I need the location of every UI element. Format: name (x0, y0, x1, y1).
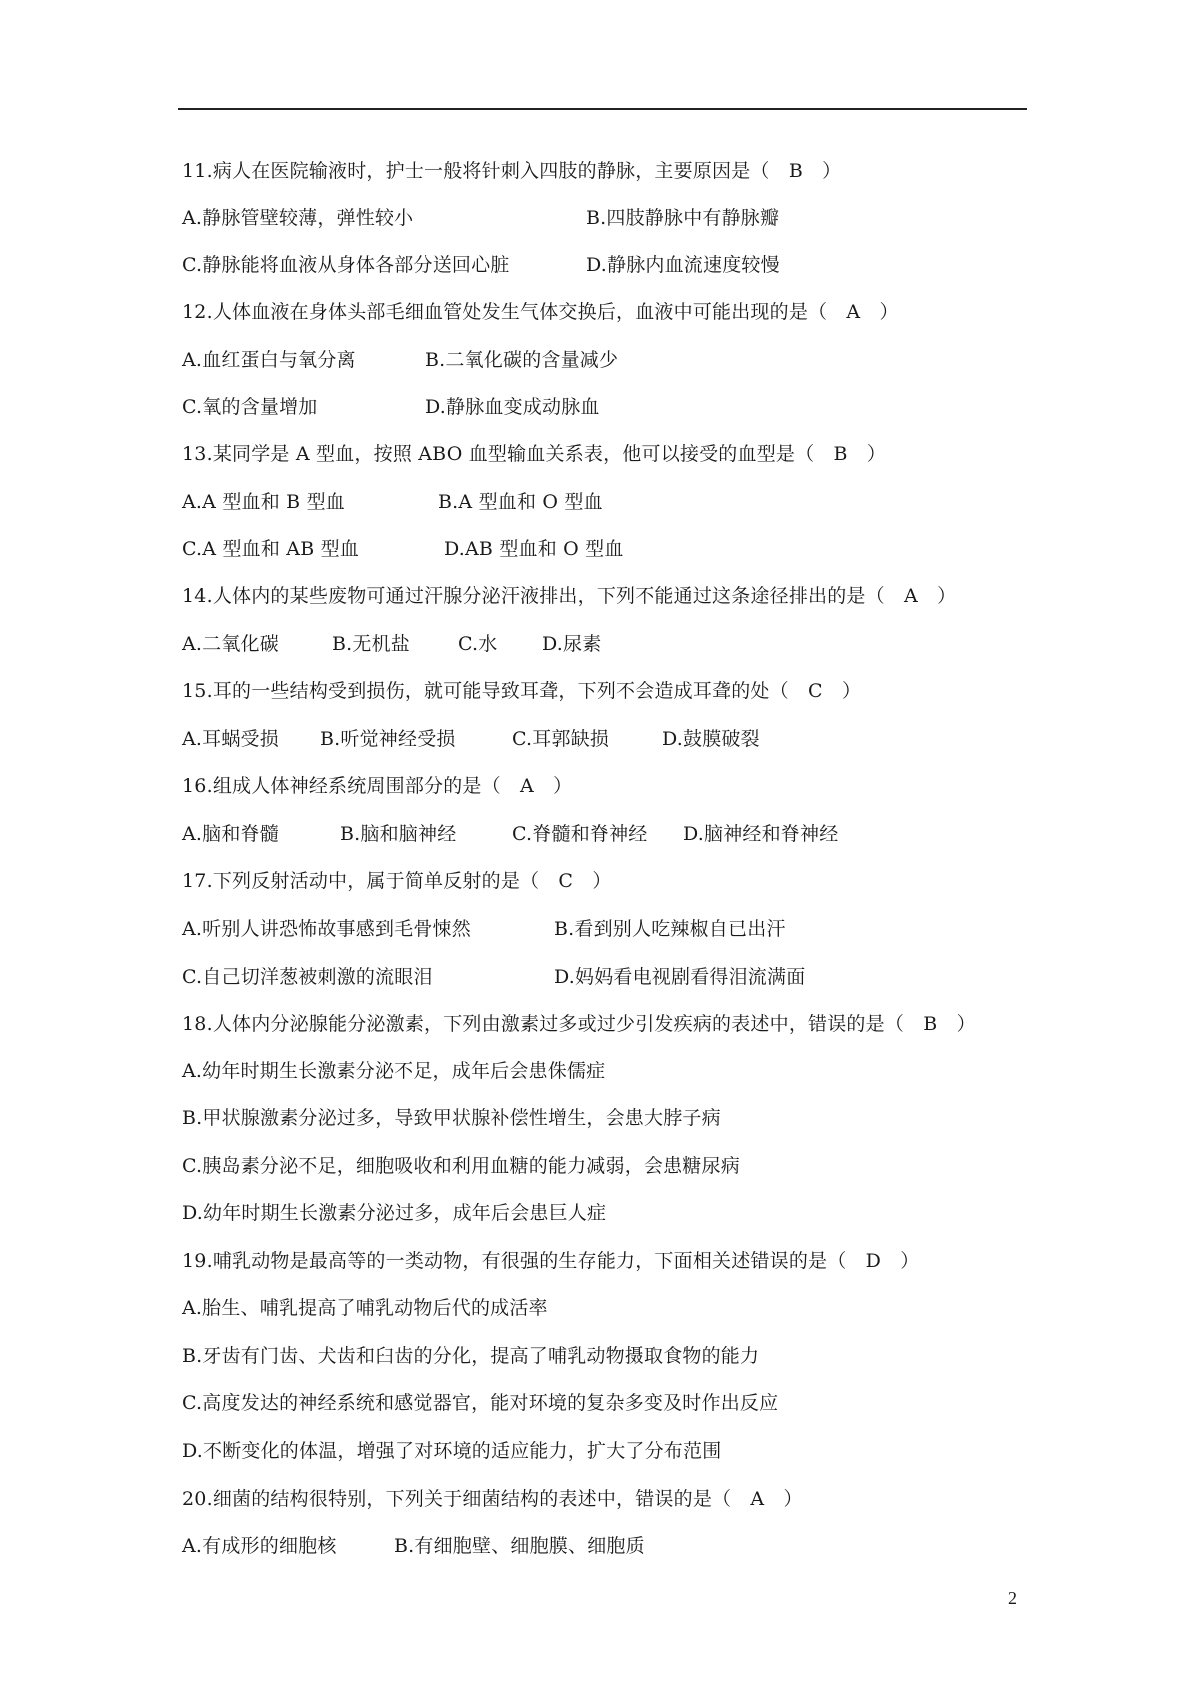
option-b: B.看到别人吃辣椒自已出汗 (554, 918, 786, 940)
question-20-stem: 20.细菌的结构很特别，下列关于细菌结构的表述中，错误的是（ A ） (182, 1488, 803, 1510)
option-c: C.A 型血和 AB 型血 (182, 538, 360, 560)
option-c: C.脊髓和脊神经 (512, 823, 648, 845)
option-a: A.二氧化碳 (182, 633, 279, 655)
option-c: C.自己切洋葱被刺激的流眼泪 (182, 966, 433, 988)
option-b: B.无机盐 (332, 633, 411, 655)
question-18-stem: 18.人体内分泌腺能分泌激素，下列由激素过多或过少引发疾病的表述中，错误的是（ B ） (182, 1013, 976, 1035)
option-b: B.二氧化碳的含量减少 (425, 349, 619, 371)
question-16-stem: 16.组成人体神经系统周围部分的是（ A ） (182, 775, 573, 797)
question-12-stem: 12.人体血液在身体头部毛细血管处发生气体交换后，血液中可能出现的是（ A ） (182, 301, 899, 323)
option-d: D.AB 型血和 O 型血 (444, 538, 624, 560)
option-a: A.耳蜗受损 (182, 728, 279, 750)
question-19-option-b: B.牙齿有门齿、犬齿和臼齿的分化，提高了哺乳动物摄取食物的能力 (182, 1345, 760, 1367)
question-19-stem: 19.哺乳动物是最高等的一类动物，有很强的生存能力，下面相关述错误的是（ D ） (182, 1250, 920, 1272)
option-b: B.有细胞壁、细胞膜、细胞质 (394, 1535, 645, 1557)
question-11-options-row-1 (182, 201, 780, 235)
option-a: A.静脉管壁较薄，弹性较小 (182, 207, 414, 229)
option-d: D.妈妈看电视剧看得泪流满面 (554, 966, 806, 988)
question-19-option-a: A.胎生、哺乳提高了哺乳动物后代的成活率 (182, 1297, 548, 1319)
question-18-option-a: A.幼年时期生长激素分泌不足，成年后会患侏儒症 (182, 1060, 606, 1082)
question-14-stem: 14.人体内的某些废物可通过汗腺分泌汗液排出，下列不能通过这条途径排出的是（ A ） (182, 585, 957, 607)
question-15-stem: 15.耳的一些结构受到损伤，就可能导致耳聋，下列不会造成耳聋的处（ C ） (182, 680, 862, 702)
option-a: A.脑和脊髓 (182, 823, 279, 845)
question-16-options (182, 817, 839, 851)
option-d: D.鼓膜破裂 (662, 728, 760, 750)
question-11-stem: 11.病人在医院输液时，护士一般将针刺入四肢的静脉，主要原因是（ B ） (182, 160, 842, 182)
question-19-option-d: D.不断变化的体温，增强了对环境的适应能力，扩大了分布范围 (182, 1440, 722, 1462)
question-13-stem: 13.某同学是 A 型血，按照 ABO 血型输血关系表，他可以接受的血型是（ B ） (182, 443, 887, 465)
option-d: D.静脉内血流速度较慢 (586, 254, 780, 276)
option-a: A.血红蛋白与氧分离 (182, 349, 356, 371)
option-c: C.水 (458, 633, 498, 655)
page-number: 2 (1008, 1588, 1017, 1608)
question-20-options (182, 1529, 645, 1563)
option-a: A.A 型血和 B 型血 (182, 491, 345, 513)
question-13-options-row-1 (182, 485, 603, 519)
option-c: C.静脉能将血液从身体各部分送回心脏 (182, 254, 510, 276)
question-13-options-row-2 (182, 532, 624, 566)
option-b: B.四肢静脉中有静脉瓣 (586, 207, 780, 229)
question-12-options-row-2 (182, 390, 600, 424)
question-18-option-c: C.胰岛素分泌不足，细胞吸收和利用血糖的能力减弱，会患糖尿病 (182, 1155, 740, 1177)
header-rule (178, 108, 1027, 110)
question-17-stem: 17.下列反射活动中，属于简单反射的是（ C ） (182, 870, 612, 892)
question-14-options (182, 627, 602, 661)
option-b: B.听觉神经受损 (320, 728, 456, 750)
question-11-options-row-2 (182, 248, 780, 282)
option-d: D.尿素 (542, 633, 602, 655)
option-a: A.听别人讲恐怖故事感到毛骨悚然 (182, 918, 471, 940)
option-a: A.有成形的细胞核 (182, 1535, 337, 1557)
question-17-options-row-1 (182, 912, 786, 946)
question-12-options-row-1 (182, 343, 619, 377)
option-c: C.耳郭缺损 (512, 728, 610, 750)
option-c: C.氧的含量增加 (182, 396, 318, 418)
question-18-option-b: B.甲状腺激素分泌过多，导致甲状腺补偿性增生，会患大脖子病 (182, 1107, 721, 1129)
question-17-options-row-2 (182, 960, 806, 994)
question-15-options (182, 722, 760, 756)
option-b: B.A 型血和 O 型血 (438, 491, 603, 513)
question-18-option-d: D.幼年时期生长激素分泌过多，成年后会患巨人症 (182, 1202, 607, 1224)
option-d: D.静脉血变成动脉血 (425, 396, 600, 418)
option-d: D.脑神经和脊神经 (683, 823, 839, 845)
option-b: B.脑和脑神经 (340, 823, 457, 845)
question-19-option-c: C.高度发达的神经系统和感觉器官，能对环境的复杂多变及时作出反应 (182, 1392, 779, 1414)
